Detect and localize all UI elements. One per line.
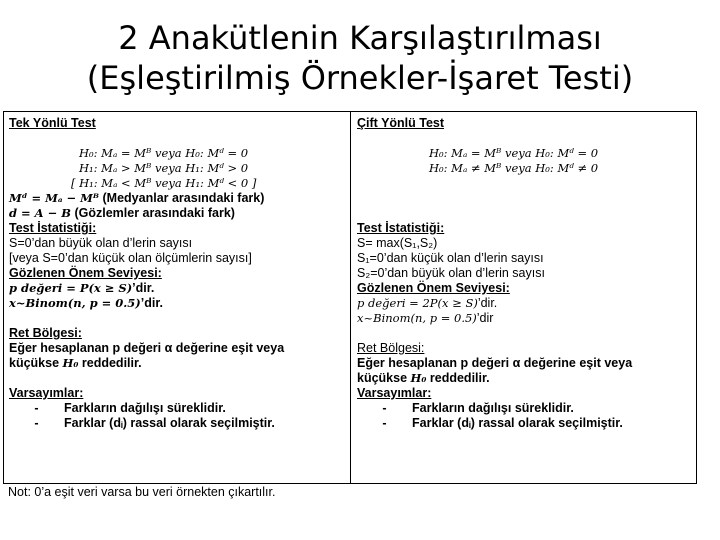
hypothesis-h0: H₀: Mₐ = Mᴮ veya H₀: Mᵈ = 0 <box>429 146 599 160</box>
p-value-formula: p değeri = P(x ≥ S)’dir. <box>9 281 155 295</box>
test-statistic-line-1: S=0’dan büyük olan d’lerin sayısı <box>9 236 193 250</box>
hypothesis-h1-greater: H₁: Mₐ > Mᴮ veya H₁: Mᵈ > 0 <box>79 161 249 175</box>
assumption-item-2: - Farklar (dᵢ) rassal olarak seçilmiştir. <box>34 416 275 430</box>
rejection-line-2: küçükse H₀ reddedilir. <box>9 356 142 370</box>
slide-title <box>0 18 720 98</box>
test-statistic-line-3: S₂=0’dan büyük olan d’lerin sayısı <box>357 266 545 280</box>
rejection-line-2: küçükse H₀ reddedilir. <box>357 371 490 385</box>
two-sided-heading: Çift Yönlü Test <box>357 116 445 130</box>
p-value-heading: Gözlenen Önem Seviyesi: <box>9 266 162 280</box>
observation-difference-def: d = A − B (Gözlemler arasındaki fark) <box>9 206 235 220</box>
hypothesis-h0: H₀: Mₐ = Mᴮ veya H₀: Mᵈ = 0 <box>79 146 249 160</box>
assumption-item-1: - Farkların dağılışı süreklidir. <box>34 401 226 415</box>
test-statistic-heading: Test İstatistiği: <box>9 221 97 235</box>
comparison-table <box>3 111 697 484</box>
binomial-distribution: x~Binom(n, p = 0.5)’dir <box>357 311 494 325</box>
column-divider <box>350 112 351 483</box>
assumption-item-1: - Farkların dağılışı süreklidir. <box>382 401 574 415</box>
rejection-line-1: Eğer hesaplanan p değeri α değerine eşit veya <box>357 356 633 370</box>
p-value-heading: Gözlenen Önem Seviyesi: <box>357 281 510 295</box>
assumption-item-2: - Farklar (dᵢ) rassal olarak seçilmiştir. <box>382 416 623 430</box>
assumptions-heading: Varsayımlar: <box>9 386 84 400</box>
hypothesis-h1-less: [ H₁: Mₐ < Mᴮ veya H₁: Mᵈ < 0 ] <box>71 176 257 190</box>
rejection-region-heading: Ret Bölgesi: <box>9 326 82 340</box>
title-line-2: (Eşleştirilmiş Örnekler-İşaret Testi) <box>86 59 634 97</box>
test-statistic-heading: Test İstatistiği: <box>357 221 445 235</box>
one-sided-test-column <box>9 116 344 431</box>
footnote: Not: 0’a eşit veri varsa bu veri örnekten çıkartılır. <box>8 485 276 499</box>
hypothesis-h1-not-equal: H₀: Mₐ ≠ Mᴮ veya H₀: Mᵈ ≠ 0 <box>429 161 599 175</box>
test-statistic-line-2: [veya S=0’dan küçük olan ölçümlerin sayısı] <box>9 251 252 265</box>
p-value-formula: p değeri = 2P(x ≥ S)’dir. <box>357 296 498 310</box>
title-line-1: 2 Anakütlenin Karşılaştırılması <box>118 19 602 57</box>
test-statistic-line-2: S₁=0’dan küçük olan d’lerin sayısı <box>357 251 544 265</box>
test-statistic-line-1: S= max(S₁,S₂) <box>357 236 438 250</box>
two-sided-test-column <box>357 116 692 431</box>
one-sided-heading: Tek Yönlü Test <box>9 116 96 130</box>
rejection-region-heading: Ret Bölgesi: <box>357 341 425 355</box>
binomial-distribution: x~Binom(n, p = 0.5)’dir. <box>9 296 163 310</box>
assumptions-heading: Varsayımlar: <box>357 386 432 400</box>
median-difference-def: Mᵈ = Mₐ − Mᴮ (Medyanlar arasındaki fark) <box>9 191 265 205</box>
rejection-line-1: Eğer hesaplanan p değeri α değerine eşit veya <box>9 341 285 355</box>
